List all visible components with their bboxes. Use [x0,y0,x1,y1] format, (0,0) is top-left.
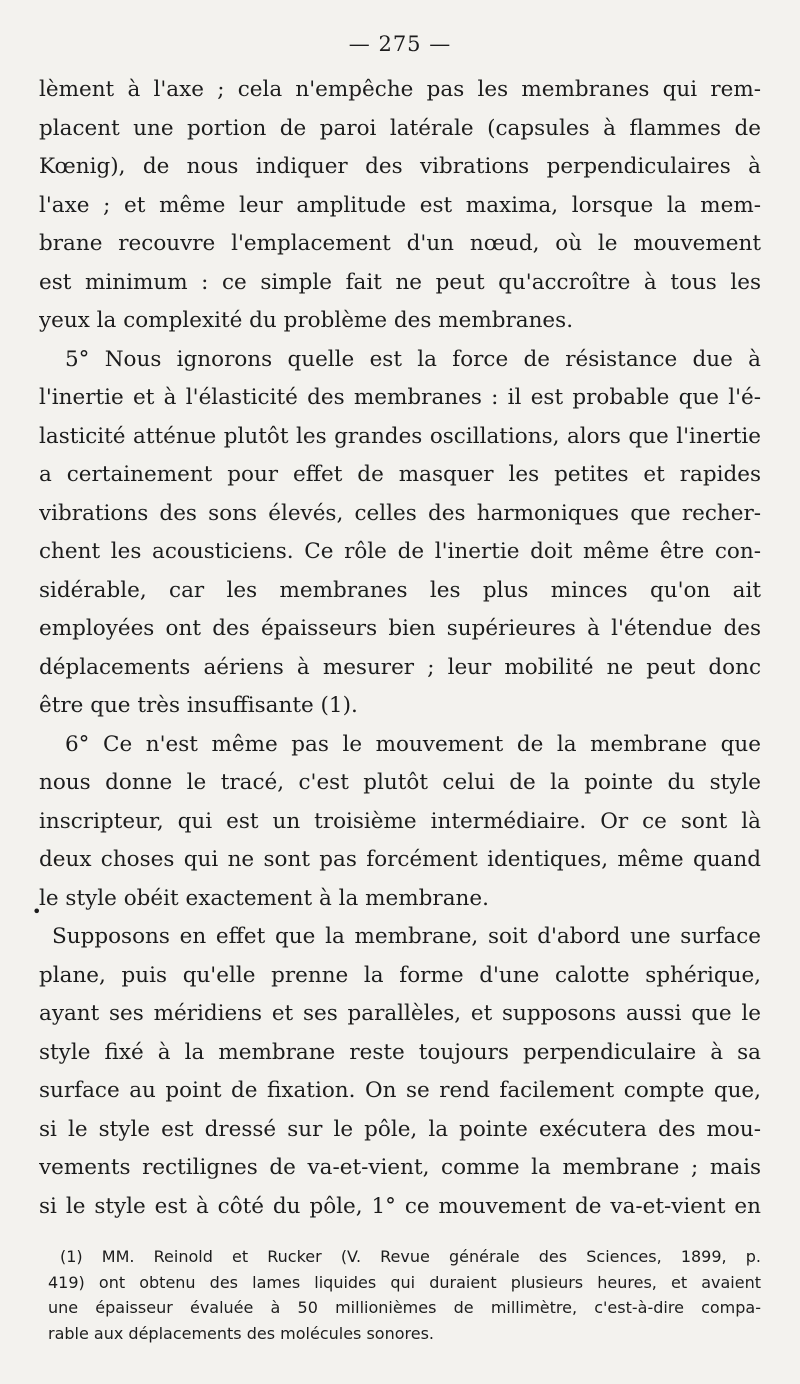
text-line: déplacements aériens à mesurer ; leur mobilité ne peut donc [39,654,761,680]
text-line: l'axe ; et même leur amplitude est maxima, lorsque la mem- [39,192,761,218]
text-line: deux choses qui ne sont pas forcément identiques, même quand [39,847,761,872]
text-line: si le style est dressé sur le pôle, la pointe exécutera des mou- [39,1116,761,1142]
ink-mark: • [32,902,42,921]
text-line: nous donne le tracé, c'est plutôt celui de la pointe du style [39,770,761,795]
paragraph-start-6: 6° Ce n'est même pas le mouvement de la membrane que [65,731,761,757]
text-line: style fixé à la membrane reste toujours perpendiculaire à sa [39,1039,761,1065]
text-line: vements rectilignes de va-et-vient, comme la membrane ; mais [39,1155,761,1180]
text-line: le style obéit exactement à la membrane. [39,885,489,911]
text-line: vibrations des sons élevés, celles des harmoniques que recher- [39,500,761,526]
text-line: brane recouvre l'emplacement d'un nœud, où le mouvement [39,231,761,256]
footnote-line: une épaisseur évaluée à 50 millionièmes de millimètre, c'est-à-dire compa- [48,1298,761,1317]
text-line: lasticité atténue plutôt les grandes oscillations, alors que l'inertie [39,423,761,449]
footnote-line: rable aux déplacements des molécules sonores. [48,1323,435,1343]
text-line: inscripteur, qui est un troisième intermédiaire. Or ce sont là [39,808,761,834]
text-line: surface au point de fixation. On se rend facilement compte que, [39,1078,761,1103]
footnote-line: 419) ont obtenu des lames liquides qui duraient plusieurs heures, et avaient [48,1272,761,1292]
text-line: a certainement pour effet de masquer les petites et rapides [39,462,761,487]
paragraph-start-5: 5° Nous ignorons quelle est la force de résistance due à [65,346,761,372]
paragraph-start-suppose: Supposons en effet que la membrane, soit d'abord une surface [52,924,761,949]
text-line: placent une portion de paroi latérale (capsules à flammes de [39,115,761,141]
text-line: ayant ses méridiens et ses parallèles, et supposons aussi que le [39,1001,761,1026]
body-text [39,71,761,1226]
text-line: lèment à l'axe ; cela n'empêche pas les membranes qui rem- [39,77,761,102]
page-number: — 275 — [348,32,452,56]
footnote-line: (1) MM. Reinold et Rucker (V. Revue générale des Sciences, 1899, p. [60,1247,761,1266]
text-line: est minimum : ce simple fait ne peut qu'accroître à tous les [39,269,761,295]
text-line: si le style est à côté du pôle, 1° ce mouvement de va-et-vient en [39,1193,761,1219]
text-line: sidérable, car les membranes les plus minces qu'on ait [39,577,761,603]
footnotes [48,1244,761,1346]
text-line: Kœnig), de nous indiquer des vibrations perpendiculaires à [39,154,761,179]
text-line: être que très insuffisante (1). [39,693,358,718]
text-line: yeux la complexité du problème des membranes. [39,308,574,333]
text-line: plane, puis qu'elle prenne la forme d'une calotte sphérique, [39,962,761,988]
text-line: chent les acousticiens. Ce rôle de l'inertie doit même être con- [39,539,761,564]
text-line: employées ont des épaisseurs bien supérieures à l'étendue des [39,616,761,641]
text-line: l'inertie et à l'élasticité des membranes : il est probable que l'é- [39,385,761,410]
